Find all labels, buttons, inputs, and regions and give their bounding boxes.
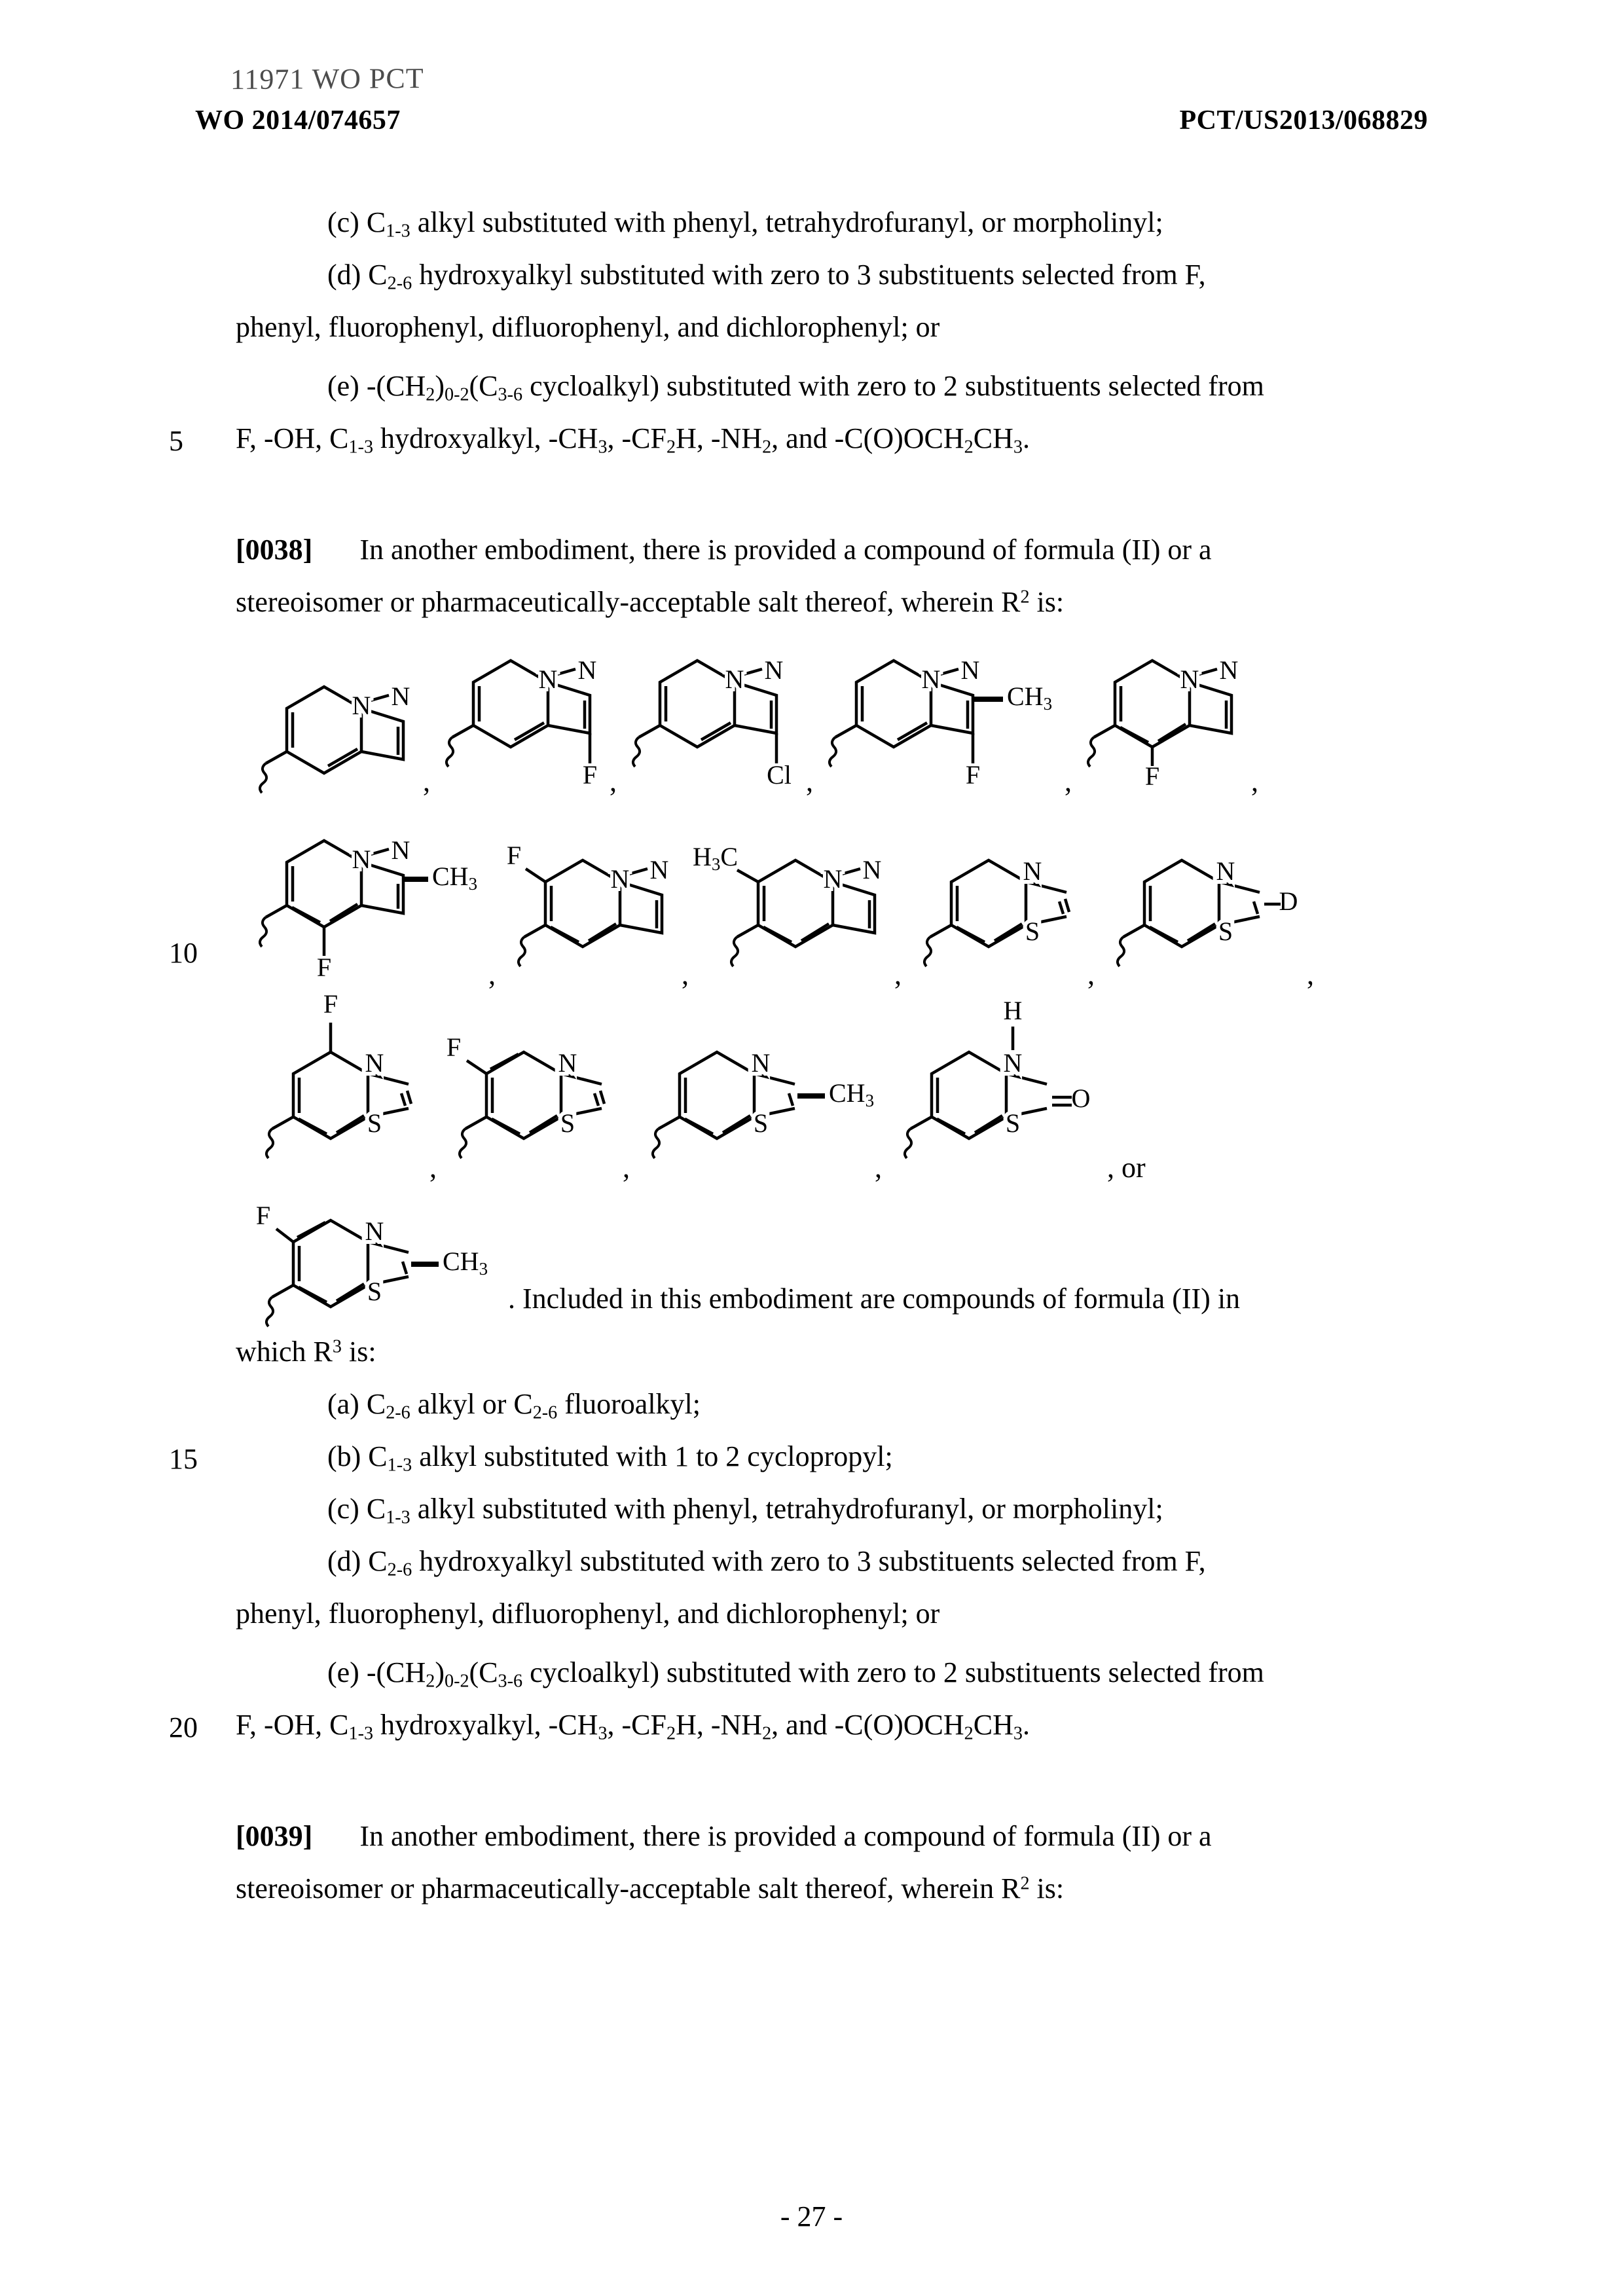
svg-text:F: F xyxy=(506,841,522,871)
structure-separator: , xyxy=(1251,765,1258,797)
svg-text:N: N xyxy=(1003,1048,1023,1078)
document-stamp: 11971 WO PCT xyxy=(230,62,424,96)
which-r3-superscript: 3 xyxy=(332,1336,342,1357)
svg-text:N: N xyxy=(610,864,630,894)
paragraph-0038-number: [0038] xyxy=(236,534,313,566)
block2-item-e-continued xyxy=(236,1711,1030,1743)
item-e2-cont-sub-1: 1-3 xyxy=(348,1723,374,1744)
structure-benzothiazole-2-methyl xyxy=(632,982,884,1184)
paragraph-0038-line1 xyxy=(236,536,1212,564)
svg-text:O: O xyxy=(1071,1084,1091,1114)
item-e2-cont-b: hydroxyalkyl, -CH xyxy=(373,1709,598,1741)
item-e-part-a: (e) -(CH xyxy=(327,370,426,402)
structure-pyrazolo-pyridine-4-fluoro xyxy=(1074,642,1261,797)
item-d-prefix: (d) C xyxy=(327,259,388,291)
paragraph-0039-superscript: 2 xyxy=(1020,1873,1030,1894)
svg-text:N: N xyxy=(577,655,597,685)
structure-separator: , xyxy=(806,765,813,797)
benzothiazole-2-methyl-skeleton-icon xyxy=(632,982,875,1178)
header-publication-number: WO 2014/074657 xyxy=(195,105,401,136)
item-e-cont-sub-6: 3 xyxy=(1013,437,1023,458)
svg-text:N: N xyxy=(725,665,744,695)
item-e2-sub-3: 3-6 xyxy=(498,1671,523,1692)
paragraph-0038-text-a: stereoisomer or pharmaceutically-acceptable salt thereof, wherein R xyxy=(236,586,1021,618)
block2-item-d xyxy=(327,1547,1206,1579)
structure-row-1 xyxy=(246,642,1261,797)
item-e2-part-a: (e) -(CH xyxy=(327,1656,426,1688)
svg-text:F: F xyxy=(316,953,332,983)
structure-benzothiazole-5-fluoro-2-methyl xyxy=(246,1182,488,1345)
item-e2-cont-sub-4: 2 xyxy=(762,1723,772,1744)
paragraph-0039-line1 xyxy=(236,1822,1212,1851)
paragraph-0038-text: In another embodiment, there is provided a compound of formula (II) or a xyxy=(359,534,1212,566)
which-r3-text-b: is: xyxy=(341,1336,376,1368)
svg-text:N: N xyxy=(1180,665,1199,695)
block2-item-d-continued: phenyl, fluorophenyl, difluorophenyl, and dichlorophenyl; or xyxy=(236,1597,940,1630)
structure-separator: , xyxy=(682,958,689,991)
pyrazolopyridine-7-fluoro-skeleton-icon xyxy=(498,822,675,985)
svg-text:F: F xyxy=(255,1201,271,1231)
svg-text:F: F xyxy=(965,760,981,790)
paragraph-0039-text: In another embodiment, there is provided a compound of formula (II) or a xyxy=(359,1820,1212,1852)
structure-pyrazolo-pyridine-3-chloro xyxy=(619,642,816,797)
item-e-part-d: cycloalkyl) substituted with zero to 2 substituents selected from xyxy=(522,370,1264,402)
item-b-rest: alkyl substituted with 1 to 2 cyclopropyl; xyxy=(412,1440,893,1472)
svg-text:N: N xyxy=(751,1048,771,1078)
item-c2-subscript: 1-3 xyxy=(386,1507,410,1528)
svg-text:Cl: Cl xyxy=(767,760,792,790)
structure-separator: , xyxy=(1307,958,1314,991)
item-e2-part-b: ) xyxy=(435,1656,445,1688)
block1-item-e-continued xyxy=(236,424,1030,456)
item-e-cont-sub-4: 2 xyxy=(762,437,772,458)
svg-text:S: S xyxy=(560,1108,575,1139)
item-e-part-c: (C xyxy=(469,370,498,402)
structure-row-4 xyxy=(246,1182,488,1345)
item-e-sub-1: 2 xyxy=(426,384,435,405)
item-d-rest: hydroxyalkyl substituted with zero to 3 substituents selected from F, xyxy=(412,259,1206,291)
benzothiazolone-skeleton-icon xyxy=(884,982,1101,1178)
pyrazolopyridine-3-fluoro-skeleton-icon xyxy=(433,642,603,792)
paragraph-0039-number: [0039] xyxy=(236,1820,313,1852)
structure-benzothiazole-5-fluoro xyxy=(439,982,632,1184)
item-e2-cont-e: , and -C(O)OCH xyxy=(771,1709,964,1741)
pyrazolopyridine-2-methyl-4-fluoro-skeleton-icon xyxy=(246,822,482,985)
item-e2-cont-sub-3: 2 xyxy=(666,1723,676,1744)
item-e2-cont-a: F, -OH, C xyxy=(236,1709,349,1741)
paragraph-0038-line2 xyxy=(236,588,1064,617)
item-e-cont-sub-2: 3 xyxy=(598,437,608,458)
benzothiazole-2-deuterio-skeleton-icon xyxy=(1097,822,1300,985)
svg-text:F: F xyxy=(323,989,338,1019)
svg-text:N: N xyxy=(1219,655,1239,685)
benzothiazole-4-fluoro-skeleton-icon xyxy=(246,982,423,1178)
svg-text:N: N xyxy=(862,855,882,885)
svg-text:CH3: $CH_3$ xyxy=(829,1078,875,1111)
item-c2-rest: alkyl substituted with phenyl, tetrahydrofuranyl, or morpholinyl; xyxy=(410,1493,1163,1525)
pyrazolopyridine-skeleton-icon xyxy=(246,668,416,792)
paragraph-0039-text-a: stereoisomer or pharmaceutically-acceptable salt thereof, wherein R xyxy=(236,1872,1021,1904)
structure-benzothiazole-2-deuterio xyxy=(1097,822,1317,991)
item-d2-rest: hydroxyalkyl substituted with zero to 3 substituents selected from F, xyxy=(412,1545,1206,1577)
pyrazolopyridine-7-methyl-skeleton-icon xyxy=(691,822,888,985)
svg-text:N: N xyxy=(352,691,371,721)
line-number-20: 20 xyxy=(169,1711,198,1743)
item-a-rest: fluoroalkyl; xyxy=(557,1388,701,1420)
item-e-sub-2: 0-2 xyxy=(445,384,469,405)
structure-benzothiazole-unsub xyxy=(904,822,1097,991)
structure-separator: , xyxy=(1087,958,1095,991)
svg-text:N: N xyxy=(1216,856,1235,886)
item-e2-cont-sub-2: 3 xyxy=(598,1723,608,1744)
item-d2-prefix: (d) C xyxy=(327,1545,388,1577)
structure-separator: , xyxy=(423,765,430,797)
svg-text:H: H xyxy=(1003,996,1023,1026)
which-r3-text-a: which R xyxy=(236,1336,333,1368)
svg-text:N: N xyxy=(391,835,410,866)
item-e-cont-sub-3: 2 xyxy=(666,437,676,458)
structure-separator: , xyxy=(610,765,617,797)
item-e-cont-e: , and -C(O)OCH xyxy=(771,422,964,454)
item-e2-cont-g: . xyxy=(1022,1709,1030,1741)
benzothiazole-5-fluoro-skeleton-icon xyxy=(439,982,616,1178)
structure-separator: , xyxy=(1065,765,1072,797)
block1-item-d xyxy=(327,261,1206,293)
item-a-subscript-1: 2-6 xyxy=(386,1402,410,1423)
item-e2-part-d: cycloalkyl) substituted with zero to 2 substituents selected from xyxy=(522,1656,1264,1688)
svg-text:S: S xyxy=(1005,1108,1021,1139)
item-a-prefix: (a) C xyxy=(327,1388,386,1420)
item-b-prefix: (b) C xyxy=(327,1440,388,1472)
paragraph-0038-superscript: 2 xyxy=(1020,587,1030,608)
benzothiazole-5-fluoro-2-methyl-skeleton-icon xyxy=(246,1182,488,1345)
item-e-cont-f: CH xyxy=(973,422,1013,454)
block2-item-c xyxy=(327,1495,1163,1527)
item-e2-part-c: (C xyxy=(469,1656,498,1688)
item-e-cont-a: F, -OH, C xyxy=(236,422,349,454)
svg-text:N: N xyxy=(1023,856,1042,886)
structure-pyrazolo-pyridine-unsub xyxy=(246,668,433,797)
svg-text:N: N xyxy=(365,1048,384,1078)
structure-pyrazolo-pyridine-3-fluoro xyxy=(433,642,619,797)
line-number-5: 5 xyxy=(169,425,183,457)
pyrazolopyridine-4-fluoro-skeleton-icon xyxy=(1074,642,1245,792)
item-e-cont-g: . xyxy=(1022,422,1030,454)
item-e-cont-d: H, -NH xyxy=(676,422,763,454)
pyrazolopyridine-3-chloro-skeleton-icon xyxy=(619,642,799,792)
structure-row-2 xyxy=(246,822,1317,991)
page-number-footer: - 27 - xyxy=(780,2200,843,2232)
benzothiazole-skeleton-icon xyxy=(904,822,1081,985)
which-r3-is-line xyxy=(236,1338,376,1366)
svg-text:N: N xyxy=(960,655,980,685)
item-c-subscript: 1-3 xyxy=(386,221,410,242)
svg-text:F: F xyxy=(1144,761,1160,792)
block2-item-b xyxy=(327,1442,893,1474)
svg-text:N: N xyxy=(921,665,941,695)
line-number-10: 10 xyxy=(169,937,198,969)
item-e-sub-3: 3-6 xyxy=(498,384,523,405)
item-e2-cont-d: H, -NH xyxy=(676,1709,763,1741)
svg-text:D: D xyxy=(1279,886,1298,917)
item-e-cont-sub-5: 2 xyxy=(964,437,974,458)
svg-text:N: N xyxy=(365,1216,384,1247)
item-d2-subscript: 2-6 xyxy=(387,1559,412,1580)
item-c2-prefix: (c) C xyxy=(327,1493,386,1525)
item-e2-sub-1: 2 xyxy=(426,1671,435,1692)
item-e2-sub-2: 0-2 xyxy=(445,1671,469,1692)
block1-item-d-continued: phenyl, fluorophenyl, difluorophenyl, and dichlorophenyl; or xyxy=(236,311,940,343)
svg-text:N: N xyxy=(823,864,843,894)
structure-pyrazolo-pyridine-2-methyl-4-fluoro xyxy=(246,822,498,991)
item-e2-cont-c: , -CF xyxy=(607,1709,667,1741)
structure-separator: , xyxy=(623,1152,630,1184)
svg-text:N: N xyxy=(391,682,410,712)
structure-separator: , xyxy=(488,958,496,991)
structure-benzothiazole-4-fluoro xyxy=(246,982,439,1184)
item-a-middle: alkyl or C xyxy=(410,1388,533,1420)
paragraph-0039-text-b: is: xyxy=(1029,1872,1065,1904)
svg-text:S: S xyxy=(367,1277,382,1307)
svg-text:N: N xyxy=(538,665,558,695)
item-c-rest: alkyl substituted with phenyl, tetrahydrofuranyl, or morpholinyl; xyxy=(410,206,1163,238)
structure-pyrazolo-pyridine-2-methyl-3-fluoro xyxy=(816,642,1074,797)
item-e-cont-b: hydroxyalkyl, -CH xyxy=(373,422,598,454)
included-in-embodiment-text: . Included in this embodiment are compounds of formula (II) in xyxy=(508,1283,1241,1315)
svg-text:S: S xyxy=(753,1108,769,1139)
item-b-subscript: 1-3 xyxy=(387,1455,412,1476)
item-e2-cont-f: CH xyxy=(973,1709,1013,1741)
line-number-15: 15 xyxy=(169,1443,198,1475)
structure-pyrazolo-pyridine-7-methyl xyxy=(691,822,904,991)
structure-separator: , xyxy=(429,1152,437,1184)
svg-text:N: N xyxy=(558,1048,577,1078)
item-e-cont-sub-1: 1-3 xyxy=(348,437,374,458)
block1-item-e xyxy=(327,372,1264,404)
svg-text:CH3: $CH_3$ xyxy=(1007,682,1053,714)
item-e2-cont-sub-5: 2 xyxy=(964,1723,974,1744)
item-c-prefix: (c) C xyxy=(327,206,386,238)
svg-text:H3C: $H_3C$ xyxy=(693,842,739,875)
block2-item-e xyxy=(327,1658,1264,1690)
svg-text:N: N xyxy=(649,855,669,885)
svg-text:CH3: $CH_3$ xyxy=(443,1247,488,1279)
structure-row-3 xyxy=(246,982,1148,1184)
item-e-cont-c: , -CF xyxy=(607,422,667,454)
svg-text:F: F xyxy=(446,1032,462,1063)
svg-text:S: S xyxy=(367,1108,382,1139)
block2-item-a xyxy=(327,1390,701,1422)
svg-text:F: F xyxy=(582,760,598,790)
structure-pyrazolo-pyridine-7-fluoro xyxy=(498,822,691,991)
structure-separator: , xyxy=(875,1152,882,1184)
pyrazolopyridine-2-methyl-3-fluoro-skeleton-icon xyxy=(816,642,1058,792)
header-application-number: PCT/US2013/068829 xyxy=(1179,105,1428,136)
structure-separator: , xyxy=(894,958,902,991)
paragraph-0039-line2 xyxy=(236,1874,1064,1903)
svg-text:N: N xyxy=(764,655,784,685)
svg-text:N: N xyxy=(352,845,371,875)
svg-text:S: S xyxy=(1025,917,1040,947)
svg-text:S: S xyxy=(1218,917,1233,947)
item-d-subscript: 2-6 xyxy=(387,273,412,294)
item-e2-cont-sub-6: 3 xyxy=(1013,1723,1023,1744)
structure-separator-or: , or xyxy=(1107,1152,1146,1184)
item-a-subscript-2: 2-6 xyxy=(532,1402,558,1423)
paragraph-0038-text-b: is: xyxy=(1029,586,1065,618)
item-e-part-b: ) xyxy=(435,370,445,402)
structure-benzothiazolone xyxy=(884,982,1148,1184)
svg-text:CH3: $CH_3$ xyxy=(432,862,478,894)
block1-item-c xyxy=(327,208,1163,240)
